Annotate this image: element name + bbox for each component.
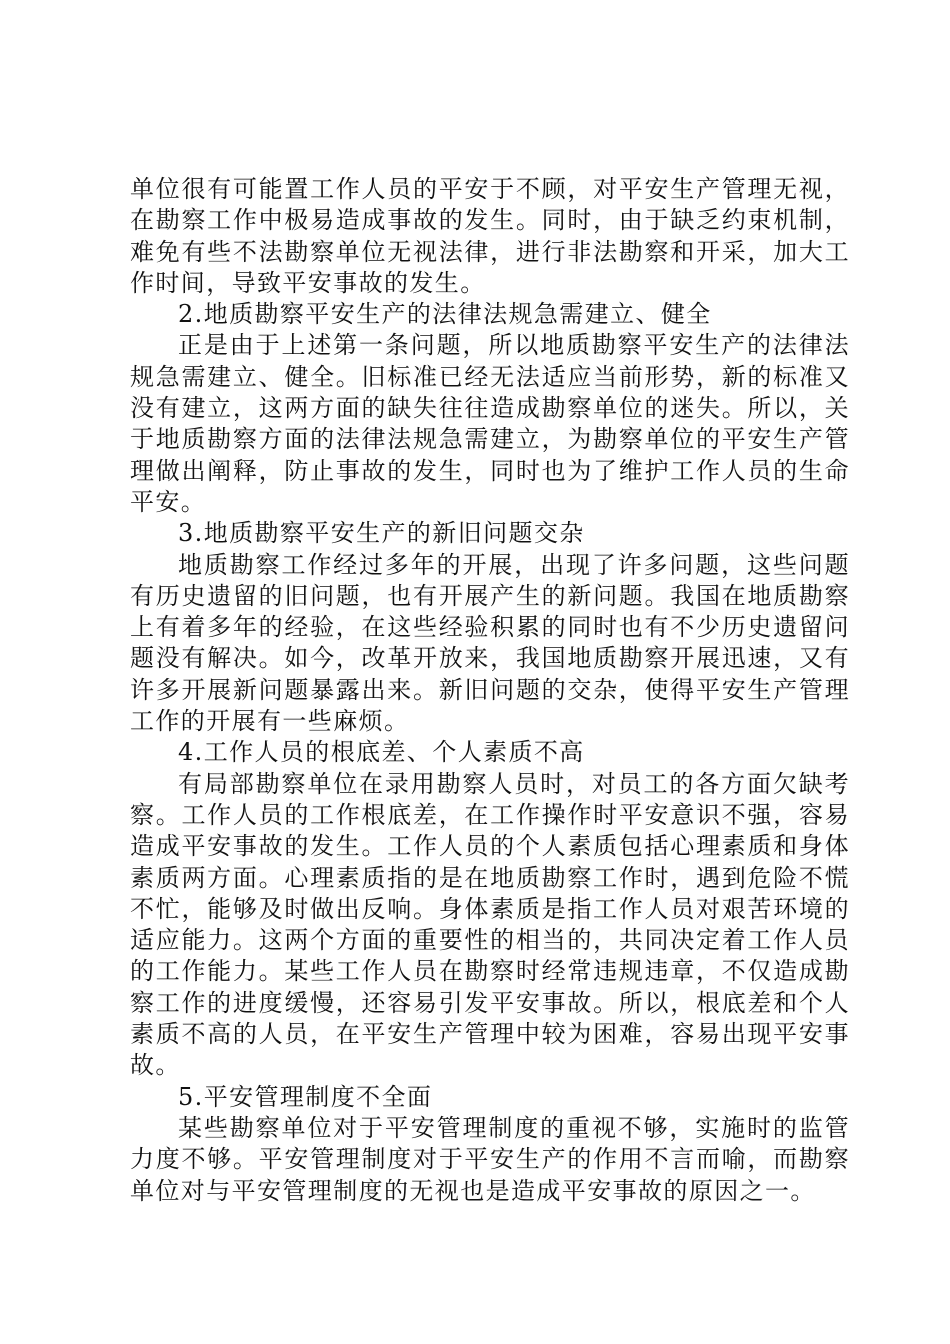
paragraph-section-4: 有局部勘察单位在录用勘察人员时，对员工的各方面欠缺考察。工作人员的工作根底差，在工作操作时平安意识不强，容易造成平安事故的发生。工作人员的个人素质包括心理素质和身体素质两方面。心理素质指的是在地质勘察工作时，遇到危险不慌不忙，能够及时做出反响。身体素质是指工作人员对艰苦环境的适应能力。这两个方面的重要性的相当的，共同决定着工作人员的工作能力。某些工作人员在勘察时经常违规违章，不仅造成勘察工作的进度缓慢，还容易引发平安事故。所以，根底差和个人素质不高的人员，在平安生产管理中较为困难，容易出现平安事故。 — [130, 769, 850, 1080]
paragraph-section-5: 某些勘察单位对于平安管理制度的重视不够，实施时的监管力度不够。平安管理制度对于平安生产的作用不言而喻，而勘察单位对与平安管理制度的无视也是造成平安事故的原因之一。 — [130, 1113, 850, 1205]
document-body — [130, 174, 850, 1207]
section-heading-2: 2.地质勘察平安生产的法律法规急需建立、健全 — [178, 300, 712, 329]
paragraph-section-2: 正是由于上述第一条问题，所以地质勘察平安生产的法律法规急需建立、健全。旧标准已经无法适应当前形势，新的标准又没有建立，这两方面的缺失往往造成勘察单位的迷失。所以，关于地质勘察方面的法律法规急需建立，为勘察单位的平安生产管理做出阐释，防止事故的发生，同时也为了维护工作人员的生命平安。 — [130, 331, 850, 516]
section-heading-3: 3.地质勘察平安生产的新旧问题交杂 — [178, 519, 585, 548]
paragraph-section-3: 地质勘察工作经过多年的开展，出现了许多问题，这些问题有历史遗留的旧问题，也有开展产生的新问题。我国在地质勘察上有着多年的经验，在这些经验积累的同时也有不少历史遗留问题没有解决。如今，改革开放来，我国地质勘察开展迅速，又有许多开展新问题暴露出来。新旧问题的交杂，使得平安生产管理工作的开展有一些麻烦。 — [130, 550, 850, 736]
section-heading-5: 5.平安管理制度不全面 — [178, 1082, 433, 1111]
section-heading-4: 4.工作人员的根底差、个人素质不高 — [178, 738, 585, 767]
paragraph-continuation: 单位很有可能置工作人员的平安于不顾，对平安生产管理无视，在勘察工作中极易造成事故的发生。同时，由于缺乏约束机制，难免有些不法勘察单位无视法律，进行非法勘察和开采，加大工作时间，导致平安事故的发生。 — [130, 175, 850, 297]
